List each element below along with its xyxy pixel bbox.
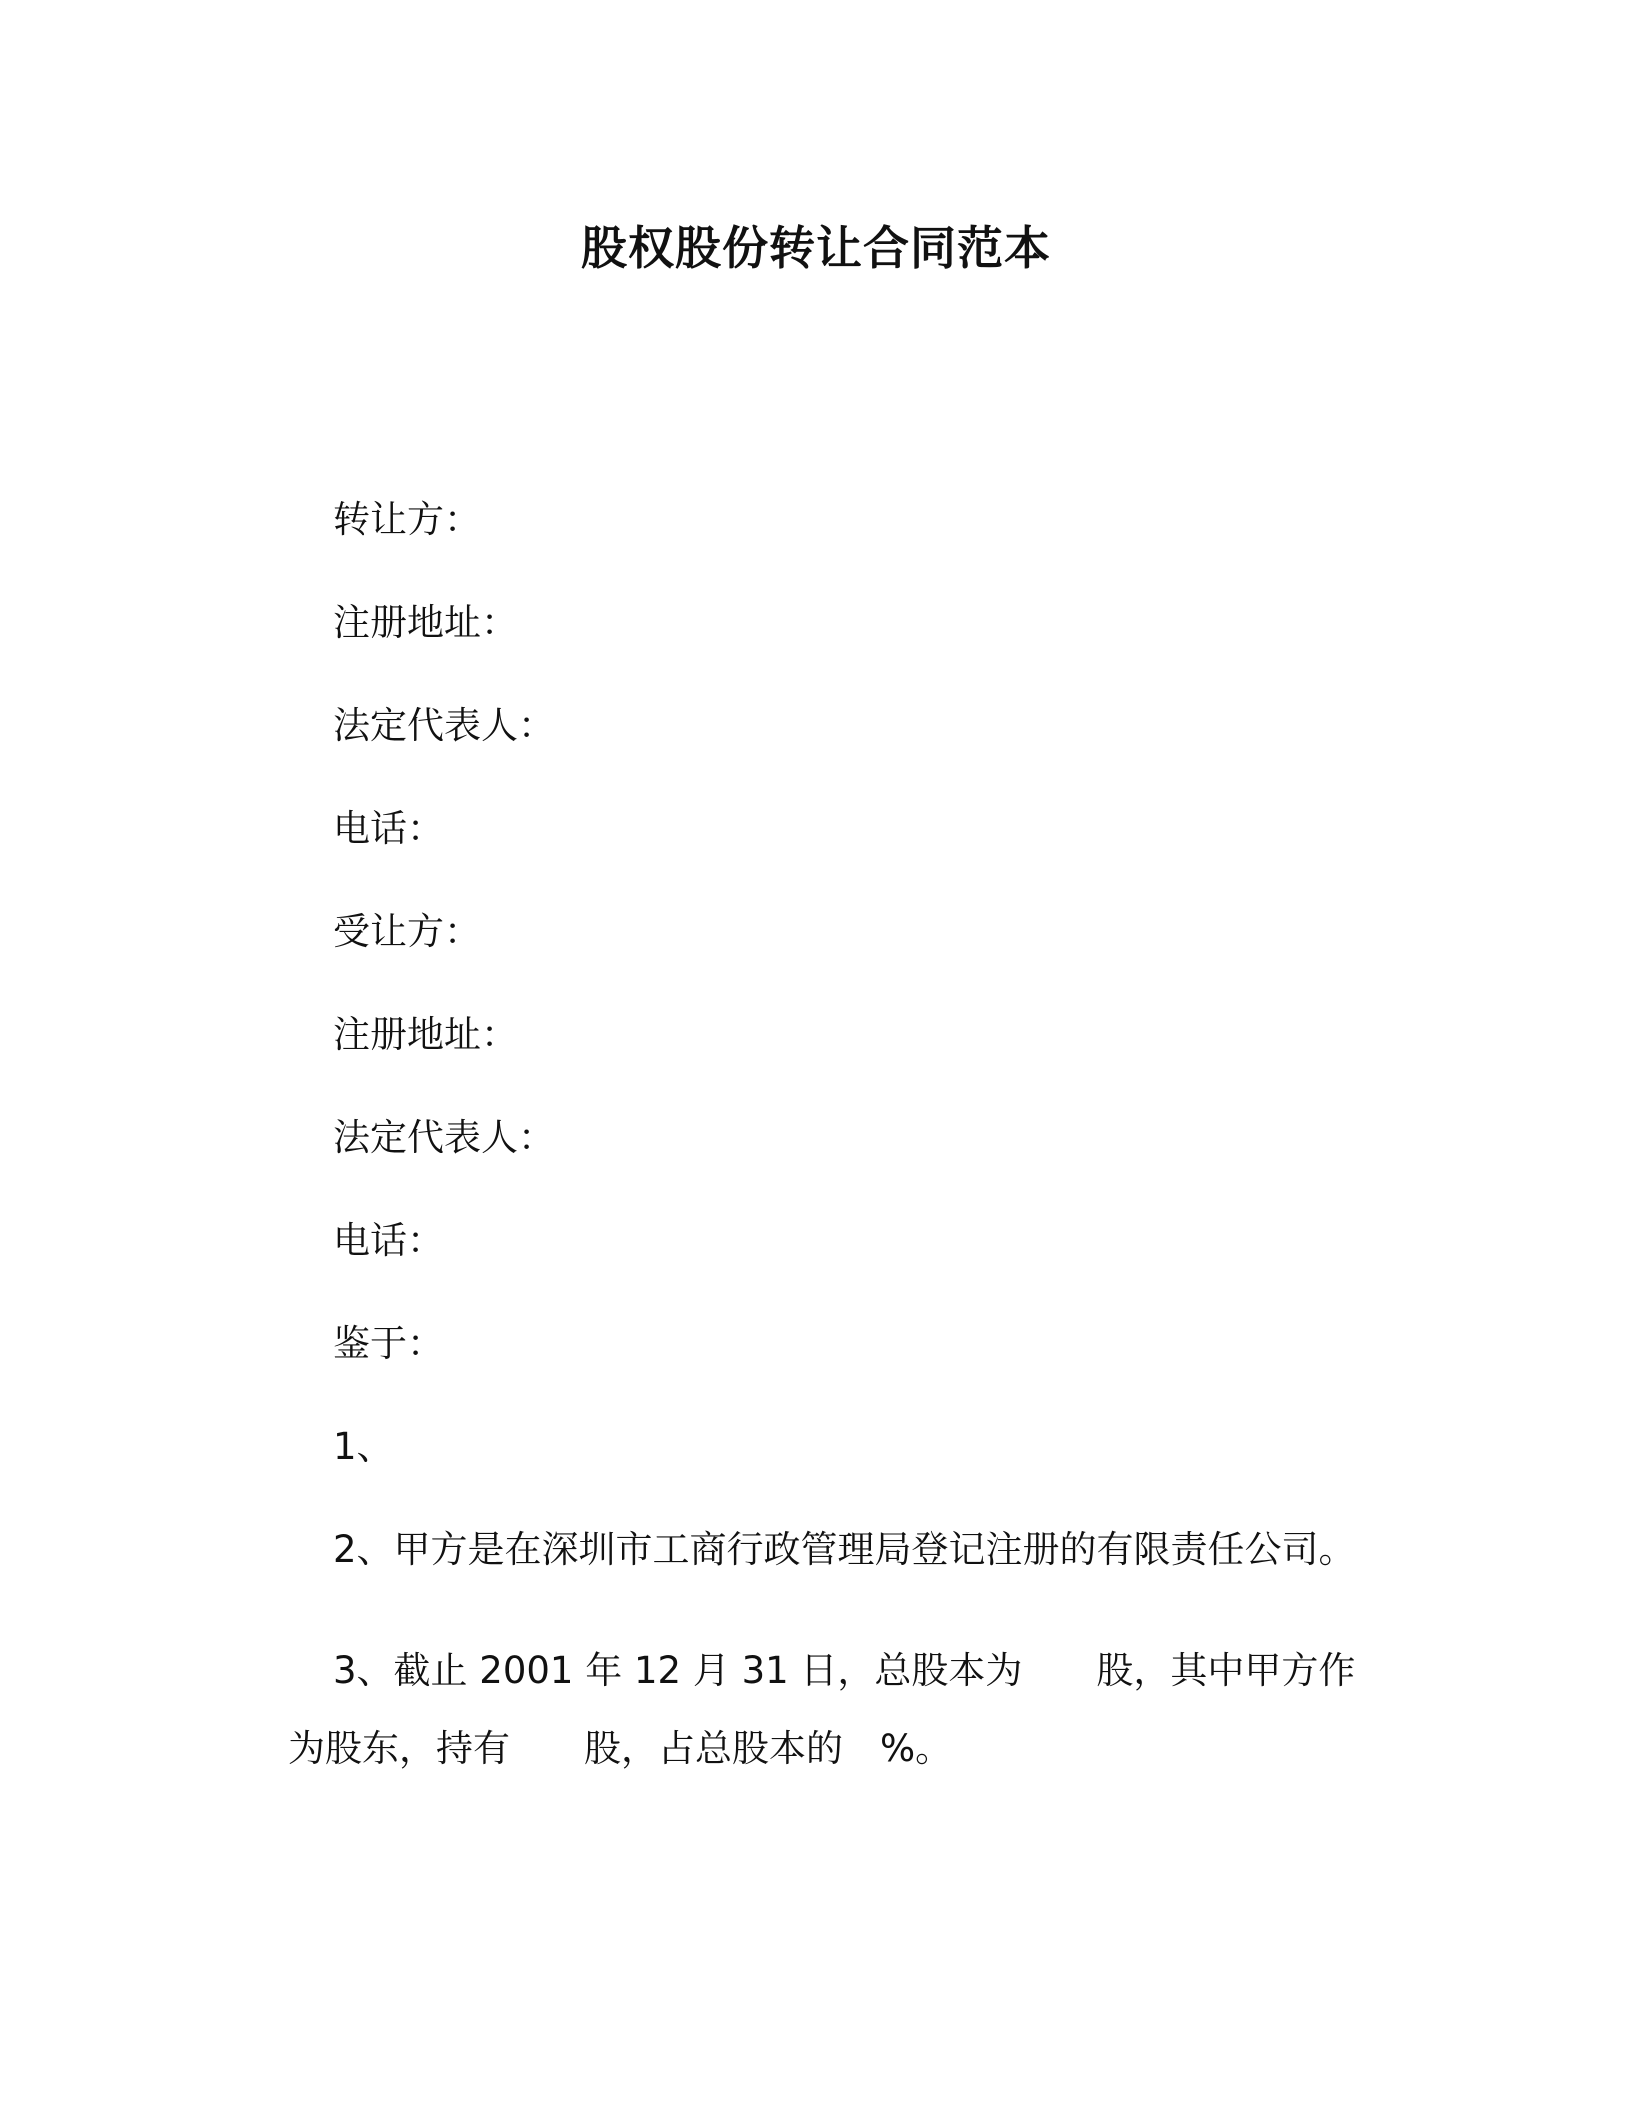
transferee-representative-label: 法定代表人： <box>333 1116 555 1159</box>
document-title: 股权股份转让合同范本 <box>581 221 1051 275</box>
transferee-label: 受让方： <box>333 910 481 953</box>
transferee-phone-label: 电话： <box>333 1219 444 1262</box>
clause-3: 3、截止 2001 年 12 月 31 日，总股本为 股，其中甲方作为股东，持有 股，占总股本的 %。 <box>288 1649 1356 1770</box>
clause-1: 1、 <box>333 1425 394 1468</box>
transferor-representative-label: 法定代表人： <box>333 704 555 747</box>
transferor-address-label: 注册地址： <box>333 601 518 644</box>
transferee-address-label: 注册地址： <box>333 1013 518 1056</box>
transferor-label: 转让方： <box>333 498 481 541</box>
transferor-phone-label: 电话： <box>333 807 444 850</box>
clause-2: 2、甲方是在深圳市工商行政管理局登记注册的有限责任公司。 <box>333 1528 1356 1571</box>
whereas-label: 鉴于： <box>333 1322 444 1365</box>
